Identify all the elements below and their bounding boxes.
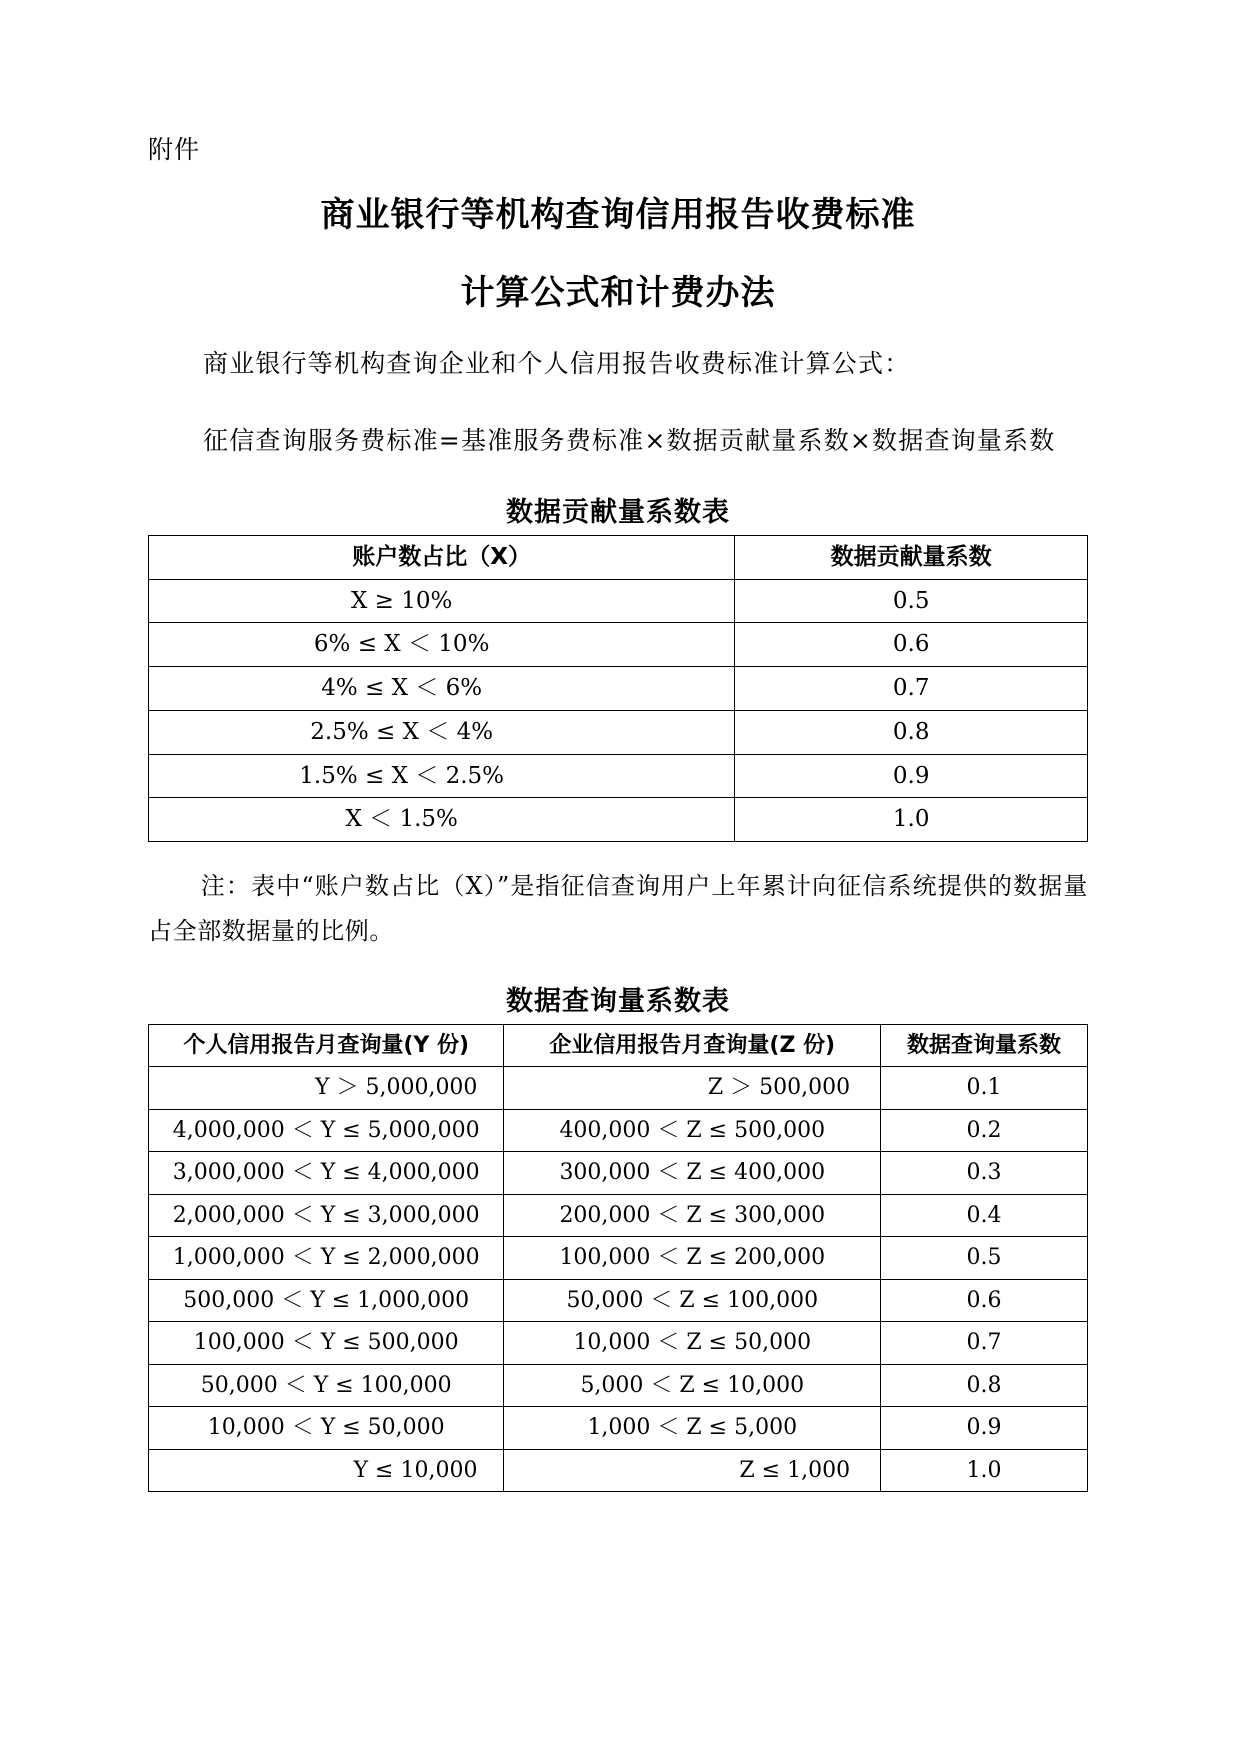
table-header-row	[149, 535, 1088, 579]
document-body	[148, 130, 1088, 1492]
data-contribution-coefficient-table	[148, 535, 1088, 842]
table-row	[149, 1067, 1088, 1110]
table-row	[149, 1237, 1088, 1280]
table2-cell-personal: 2,000,000 ＜ Y ≤ 3,000,000	[149, 1194, 504, 1237]
table2-cell-enterprise: 300,000 ＜ Z ≤ 400,000	[504, 1152, 881, 1195]
table1-cell-range: X ≥ 10%	[149, 579, 735, 623]
table-row	[149, 623, 1088, 667]
table-row	[149, 1279, 1088, 1322]
table2-cell-coefficient: 0.8	[881, 1364, 1088, 1407]
table2-cell-enterprise: Z ＞ 500,000	[504, 1067, 881, 1110]
table2-caption: 数据查询量系数表	[506, 985, 730, 1017]
table1-header-account-share: 账户数占比（X）	[149, 535, 735, 579]
table2-cell-enterprise: 400,000 ＜ Z ≤ 500,000	[504, 1109, 881, 1152]
table-row	[149, 754, 1088, 798]
table2-header-enterprise: 企业信用报告月查询量(Z 份)	[504, 1024, 881, 1067]
table2-cell-coefficient: 0.4	[881, 1194, 1088, 1237]
table2-cell-personal: Y ＞ 5,000,000	[149, 1067, 504, 1110]
table1-cell-coefficient: 0.9	[735, 754, 1088, 798]
table2-cell-coefficient: 1.0	[881, 1449, 1088, 1492]
table2-cell-enterprise: 50,000 ＜ Z ≤ 100,000	[504, 1279, 881, 1322]
table1-cell-range: 1.5% ≤ X ＜ 2.5%	[149, 754, 735, 798]
table2-cell-personal: 3,000,000 ＜ Y ≤ 4,000,000	[149, 1152, 504, 1195]
table2-cell-enterprise: 10,000 ＜ Z ≤ 50,000	[504, 1322, 881, 1365]
table2-cell-enterprise: 1,000 ＜ Z ≤ 5,000	[504, 1407, 881, 1450]
table-row	[149, 667, 1088, 711]
table2-header-coefficient: 数据查询量系数	[881, 1024, 1088, 1067]
table2-cell-personal: 50,000 ＜ Y ≤ 100,000	[149, 1364, 504, 1407]
table-row	[149, 579, 1088, 623]
table2-cell-personal: 1,000,000 ＜ Y ≤ 2,000,000	[149, 1237, 504, 1280]
table-row	[149, 710, 1088, 754]
title-line-1: 商业银行等机构查询信用报告收费标准	[320, 195, 916, 235]
table1-cell-coefficient: 0.6	[735, 623, 1088, 667]
table-row	[149, 1152, 1088, 1195]
table1-cell-range: X ＜ 1.5%	[149, 798, 735, 842]
page-title	[148, 195, 1088, 313]
table2-cell-personal: 100,000 ＜ Y ≤ 500,000	[149, 1322, 504, 1365]
table1-cell-coefficient: 0.5	[735, 579, 1088, 623]
formula-paragraph: 征信查询服务费标准=基准服务费标准×数据贡献量系数×数据查询量系数	[203, 425, 1056, 455]
table2-cell-coefficient: 0.7	[881, 1322, 1088, 1365]
table1-cell-range: 4% ≤ X ＜ 6%	[149, 667, 735, 711]
query-volume-coefficient-table	[148, 1024, 1088, 1493]
table1-header-coefficient: 数据贡献量系数	[735, 535, 1088, 579]
table1-cell-range: 2.5% ≤ X ＜ 4%	[149, 710, 735, 754]
table2-cell-coefficient: 0.3	[881, 1152, 1088, 1195]
title-line-2: 计算公式和计费办法	[460, 272, 776, 313]
table-header-row	[149, 1024, 1088, 1067]
table2-cell-enterprise: 5,000 ＜ Z ≤ 10,000	[504, 1364, 881, 1407]
table2-cell-enterprise: Z ≤ 1,000	[504, 1449, 881, 1492]
table2-cell-enterprise: 200,000 ＜ Z ≤ 300,000	[504, 1194, 881, 1237]
table-row	[149, 1109, 1088, 1152]
table2-cell-coefficient: 0.2	[881, 1109, 1088, 1152]
intro-paragraph: 商业银行等机构查询企业和个人信用报告收费标准计算公式：	[203, 349, 911, 379]
table2-cell-personal: Y ≤ 10,000	[149, 1449, 504, 1492]
table2-header-personal: 个人信用报告月查询量(Y 份)	[149, 1024, 504, 1067]
table1-note: 注：表中“账户数占比（X）”是指征信查询用户上年累计向征信系统提供的数据量占全部数据量的比例。	[148, 872, 1088, 945]
table-row	[149, 1407, 1088, 1450]
table-row	[149, 798, 1088, 842]
table-row	[149, 1322, 1088, 1365]
table1-cell-range: 6% ≤ X ＜ 10%	[149, 623, 735, 667]
table2-cell-personal: 10,000 ＜ Y ≤ 50,000	[149, 1407, 504, 1450]
table2-cell-coefficient: 0.6	[881, 1279, 1088, 1322]
table1-cell-coefficient: 0.8	[735, 710, 1088, 754]
table1-cell-coefficient: 1.0	[735, 798, 1088, 842]
table2-cell-enterprise: 100,000 ＜ Z ≤ 200,000	[504, 1237, 881, 1280]
table2-cell-personal: 500,000 ＜ Y ≤ 1,000,000	[149, 1279, 504, 1322]
table-row	[149, 1194, 1088, 1237]
attachment-label: 附件	[148, 135, 201, 164]
table2-cell-coefficient: 0.9	[881, 1407, 1088, 1450]
table-row	[149, 1449, 1088, 1492]
table-row	[149, 1364, 1088, 1407]
table1-cell-coefficient: 0.7	[735, 667, 1088, 711]
table2-cell-coefficient: 0.5	[881, 1237, 1088, 1280]
table2-cell-coefficient: 0.1	[881, 1067, 1088, 1110]
table2-cell-personal: 4,000,000 ＜ Y ≤ 5,000,000	[149, 1109, 504, 1152]
table1-caption: 数据贡献量系数表	[506, 496, 730, 528]
